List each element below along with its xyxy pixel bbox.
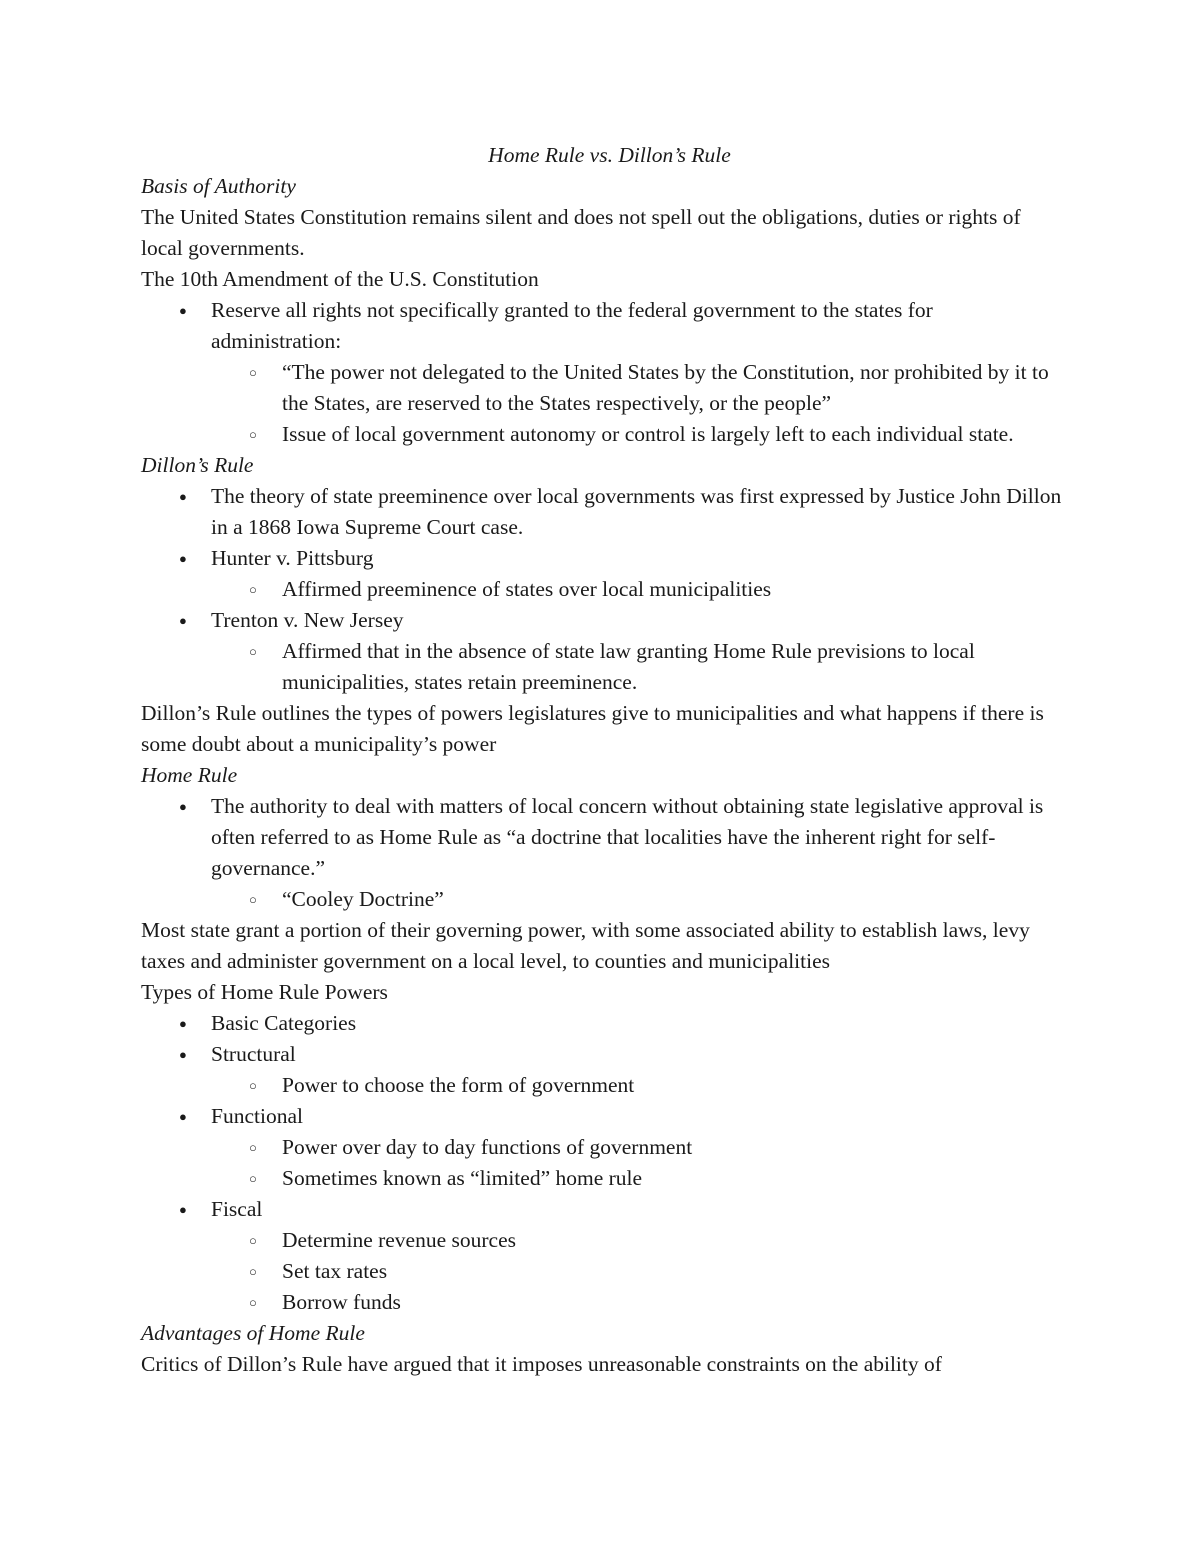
home-sub-list-1 — [211, 884, 1066, 915]
hollow-bullet-icon: ○ — [249, 365, 257, 380]
filled-bullet-icon: ● — [179, 1109, 187, 1124]
filled-bullet-icon: ● — [179, 303, 187, 318]
dillon-sub-list-2 — [211, 574, 1066, 605]
filled-bullet-icon: ● — [179, 1047, 187, 1062]
home-bullet-list-1 — [141, 791, 1066, 915]
home-sub-list-3 — [211, 1070, 1066, 1101]
heading-dillons-rule: Dillon’s Rule — [141, 453, 254, 477]
dillon-bullet-list — [141, 481, 1066, 698]
list-item — [211, 574, 1066, 605]
list-item — [141, 481, 1066, 543]
document-body — [141, 140, 1066, 1380]
dillon-bullet-2-sub-1-text: Affirmed preeminence of states over local municipalities — [282, 577, 772, 601]
list-item — [141, 1194, 1066, 1318]
list-item — [211, 1163, 1066, 1194]
basis-paragraph-1: The United States Constitution remains silent and does not spell out the obligations, duties or rights of local governments. — [141, 205, 1021, 260]
hollow-bullet-icon: ○ — [249, 427, 257, 442]
list-item — [211, 1132, 1066, 1163]
filled-bullet-icon: ● — [179, 799, 187, 814]
hollow-bullet-icon: ○ — [249, 582, 257, 597]
home-bullet-4-sub-1-text: Power over day to day functions of government — [282, 1135, 693, 1159]
hollow-bullet-icon: ○ — [249, 1233, 257, 1248]
basis-sub-1-text: “The power not delegated to the United States by the Constitution, nor prohibited by it to the States, are reserved to the States respectively, or the people” — [282, 360, 1049, 415]
filled-bullet-icon: ● — [179, 1202, 187, 1217]
dillon-sub-list-3 — [211, 636, 1066, 698]
list-item — [211, 884, 1066, 915]
basis-paragraph-2: The 10th Amendment of the U.S. Constitution — [141, 267, 539, 291]
dillon-bullet-2-text: Hunter v. Pittsburg — [211, 546, 374, 570]
list-item — [141, 605, 1066, 698]
hollow-bullet-icon: ○ — [249, 1171, 257, 1186]
advantages-paragraph-1: Critics of Dillon’s Rule have argued that it imposes unreasonable constraints on the ability of — [141, 1352, 942, 1376]
list-item — [141, 791, 1066, 915]
dillon-bullet-3-text: Trenton v. New Jersey — [211, 608, 404, 632]
list-item — [141, 543, 1066, 605]
home-bullet-5-sub-2-text: Set tax rates — [282, 1259, 388, 1283]
home-paragraph-1: Most state grant a portion of their governing power, with some associated ability to establish laws, levy taxes and administer government on a local level, to counties and municipalities — [141, 918, 1030, 973]
filled-bullet-icon: ● — [179, 1016, 187, 1031]
list-item — [141, 1008, 1066, 1039]
home-bullet-5-sub-3-text: Borrow funds — [282, 1290, 401, 1314]
list-item — [211, 636, 1066, 698]
home-bullet-list-2 — [141, 1008, 1066, 1318]
home-bullet-3-sub-1-text: Power to choose the form of government — [282, 1073, 635, 1097]
list-item — [141, 295, 1066, 450]
document-title: Home Rule vs. Dillon’s Rule — [488, 143, 731, 167]
filled-bullet-icon: ● — [179, 489, 187, 504]
basis-bullet-list — [141, 295, 1066, 450]
basis-sub-list — [211, 357, 1066, 450]
home-sub-list-4 — [211, 1132, 1066, 1194]
hollow-bullet-icon: ○ — [249, 1264, 257, 1279]
home-bullet-5-text: Fiscal — [211, 1197, 263, 1221]
list-item — [211, 357, 1066, 419]
filled-bullet-icon: ● — [179, 551, 187, 566]
heading-home-rule: Home Rule — [141, 763, 238, 787]
list-item — [211, 1287, 1066, 1318]
dillon-bullet-3-sub-1-text: Affirmed that in the absence of state law granting Home Rule previsions to local municipalities, states retain preeminence. — [282, 639, 975, 694]
home-bullet-5-sub-1-text: Determine revenue sources — [282, 1228, 517, 1252]
dillon-paragraph-1: Dillon’s Rule outlines the types of powers legislatures give to municipalities and what happens if there is some doubt about a municipality’s power — [141, 701, 1044, 756]
hollow-bullet-icon: ○ — [249, 892, 257, 907]
filled-bullet-icon: ● — [179, 613, 187, 628]
hollow-bullet-icon: ○ — [249, 644, 257, 659]
home-bullet-4-text: Functional — [211, 1104, 303, 1128]
list-item — [141, 1039, 1066, 1101]
home-bullet-1-sub-1-text: “Cooley Doctrine” — [282, 887, 444, 911]
basis-sub-2-text: Issue of local government autonomy or control is largely left to each individual state. — [282, 422, 1014, 446]
home-bullet-3-text: Structural — [211, 1042, 296, 1066]
list-item — [211, 1256, 1066, 1287]
heading-basis-of-authority: Basis of Authority — [141, 174, 296, 198]
list-item — [211, 1070, 1066, 1101]
home-bullet-4-sub-2-text: Sometimes known as “limited” home rule — [282, 1166, 643, 1190]
dillon-bullet-1-text: The theory of state preeminence over local governments was first expressed by Justice John Dillon in a 1868 Iowa Supreme Court case. — [211, 484, 1062, 539]
basis-bullet-1-text: Reserve all rights not specifically granted to the federal government to the states for administration: — [211, 298, 933, 353]
home-paragraph-2: Types of Home Rule Powers — [141, 980, 388, 1004]
list-item — [141, 1101, 1066, 1194]
list-item — [211, 1225, 1066, 1256]
home-bullet-1-text: The authority to deal with matters of local concern without obtaining state legislative approval is often referred to as Home Rule as “a doctrine that localities have the inherent right for self-governance.” — [211, 794, 1044, 880]
home-bullet-2-text: Basic Categories — [211, 1011, 357, 1035]
heading-advantages-of-home-rule: Advantages of Home Rule — [141, 1321, 365, 1345]
list-item — [211, 419, 1066, 450]
hollow-bullet-icon: ○ — [249, 1295, 257, 1310]
home-sub-list-5 — [211, 1225, 1066, 1318]
hollow-bullet-icon: ○ — [249, 1140, 257, 1155]
hollow-bullet-icon: ○ — [249, 1078, 257, 1093]
